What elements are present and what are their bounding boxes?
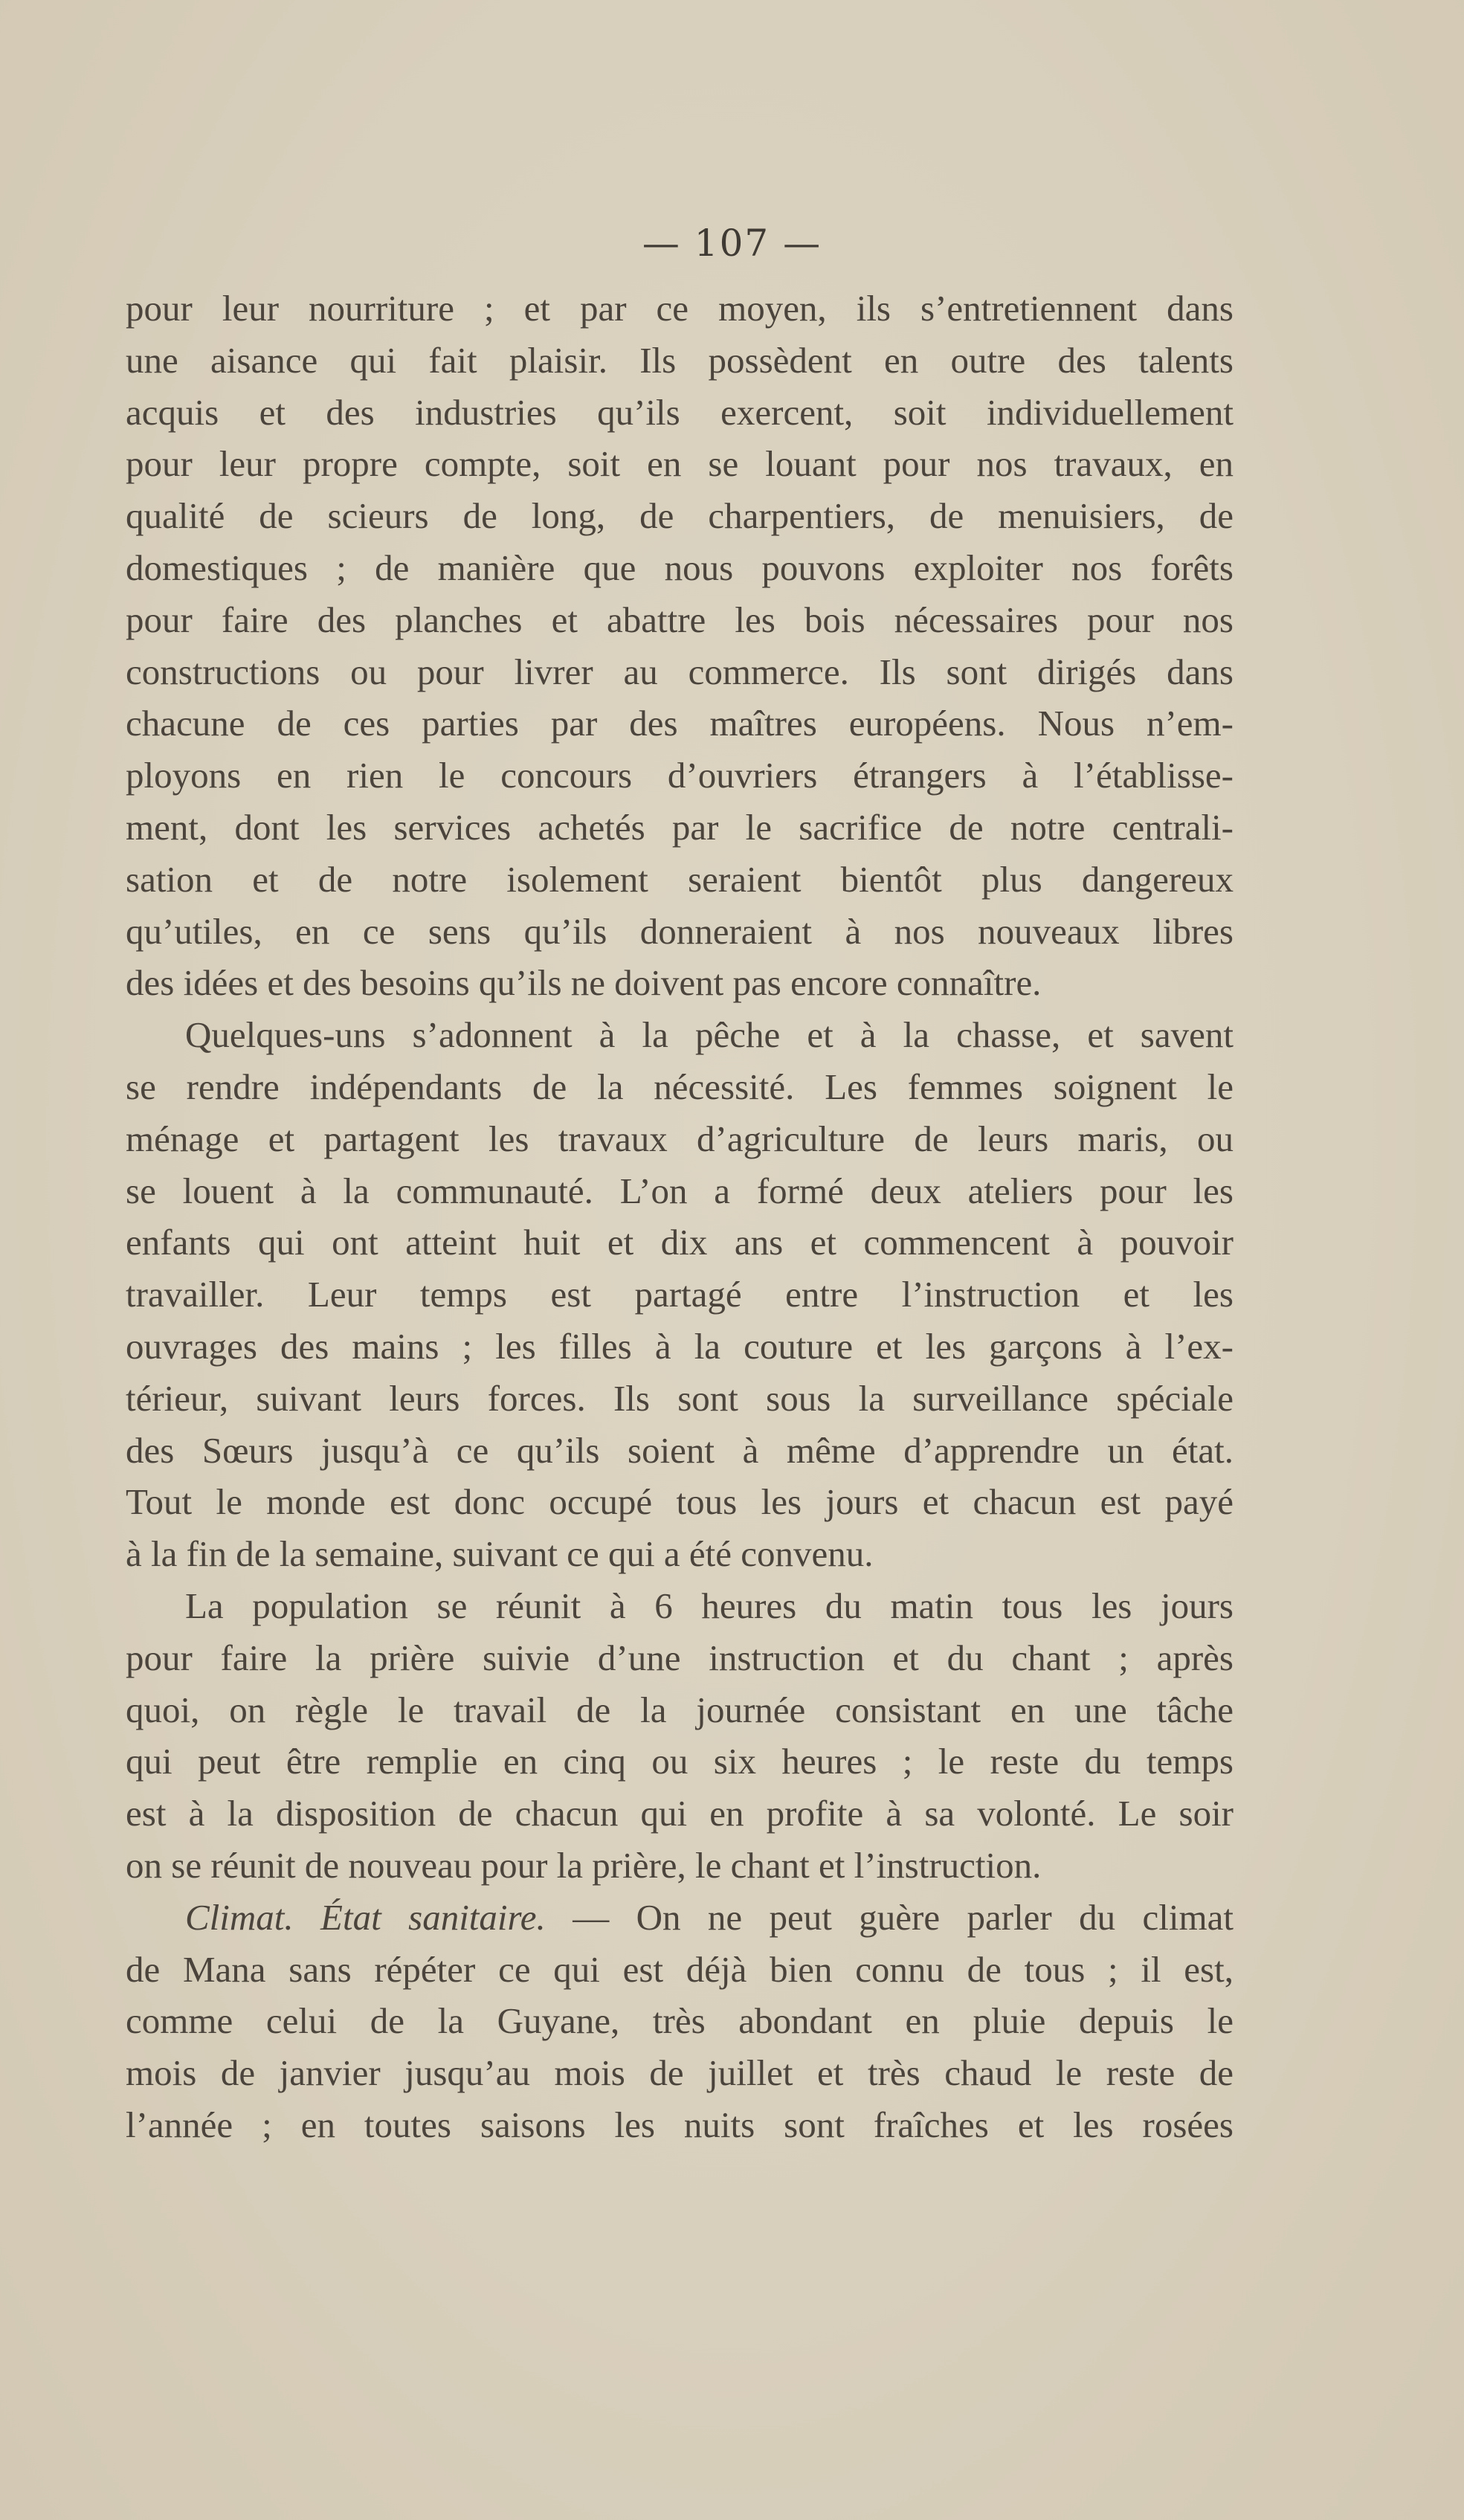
text-line: des Sœurs jusqu’à ce qu’ils soient à même d’apprendre un état. bbox=[126, 1429, 1234, 1471]
text-line: ployons en rien le concours d’ouvriers étrangers à l’établisse- bbox=[126, 755, 1234, 796]
text-line: à la fin de la semaine, suivant ce qui a été convenu. bbox=[126, 1533, 874, 1575]
paragraph-4 bbox=[126, 1892, 1234, 2151]
text-line: La population se réunit à 6 heures du matin tous les jours bbox=[185, 1585, 1234, 1626]
text-line: chacune de ces parties par des maîtres européens. Nous n’em- bbox=[126, 703, 1234, 744]
text-line: qualité de scieurs de long, de charpentiers, de menuisiers, de bbox=[126, 495, 1234, 537]
paragraph-2 bbox=[126, 1009, 1234, 1580]
paragraph-3 bbox=[126, 1580, 1234, 1892]
text-line: quoi, on règle le travail de la journée consistant en une tâche bbox=[126, 1689, 1234, 1730]
text-line: qu’utiles, en ce sens qu’ils donneraient à nos nouveaux libres bbox=[126, 910, 1234, 952]
text-line: des idées et des besoins qu’ils ne doivent pas encore connaître. bbox=[126, 962, 1042, 1004]
text-line: acquis et des industries qu’ils exercent, soit individuellement bbox=[126, 391, 1234, 433]
text-line: constructions ou pour livrer au commerce. Ils sont dirigés dans bbox=[126, 651, 1234, 692]
text-line: ment, dont les services achetés par le sacrifice de notre centrali- bbox=[126, 806, 1234, 848]
paragraph-1 bbox=[126, 283, 1234, 1009]
text-line: pour leur propre compte, soit en se louant pour nos travaux, en bbox=[126, 443, 1234, 485]
text-line: Tout le monde est donc occupé tous les jours et chacun est payé bbox=[126, 1481, 1234, 1523]
text-line bbox=[126, 1892, 1234, 1944]
text-line: on se réunit de nouveau pour la prière, le chant et l’instruction. bbox=[126, 1844, 1042, 1886]
text-line: de Mana sans répéter ce qui est déjà bien connu de tous ; il est, bbox=[126, 1948, 1234, 1990]
text-line: qui peut être remplie en cinq ou six heures ; le reste du temps bbox=[126, 1741, 1234, 1782]
text-line: enfants qui ont atteint huit et dix ans et commencent à pouvoir bbox=[126, 1222, 1234, 1263]
text-line: pour faire des planches et abattre les bois nécessaires pour nos bbox=[126, 599, 1234, 640]
heading-line-rest: — On ne peut guère parler du climat bbox=[573, 1896, 1234, 1938]
text-line: comme celui de la Guyane, très abondant en pluie depuis le bbox=[126, 2000, 1234, 2042]
text-line: ouvrages des mains ; les filles à la couture et les garçons à l’ex- bbox=[126, 1325, 1234, 1367]
text-line: pour leur nourriture ; et par ce moyen, ils s’entretiennent dans bbox=[126, 288, 1234, 329]
text-line: pour faire la prière suivie d’une instruction et du chant ; après bbox=[126, 1637, 1234, 1678]
text-line: travailler. Leur temps est partagé entre l’instruction et les bbox=[126, 1274, 1234, 1315]
text-line: se louent à la communauté. L’on a formé deux ateliers pour les bbox=[126, 1170, 1234, 1211]
body-text bbox=[126, 283, 1234, 2151]
text-line: sation et de notre isolement seraient bientôt plus dangereux bbox=[126, 858, 1234, 900]
text-line: ménage et partagent les travaux d’agriculture de leurs maris, ou bbox=[126, 1118, 1234, 1159]
section-heading: Climat. État sanitaire. bbox=[185, 1896, 546, 1938]
text-line: domestiques ; de manière que nous pouvons exploiter nos forêts bbox=[126, 547, 1234, 588]
text-line: est à la disposition de chacun qui en profite à sa volonté. Le soir bbox=[126, 1793, 1234, 1834]
text-line: une aisance qui fait plaisir. Ils possèdent en outre des talents bbox=[126, 339, 1234, 381]
text-line: térieur, suivant leurs forces. Ils sont sous la surveillance spéciale bbox=[126, 1377, 1234, 1419]
text-line: l’année ; en toutes saisons les nuits sont fraîches et les rosées bbox=[126, 2104, 1234, 2145]
text-line: se rendre indépendants de la nécessité. Les femmes soignent le bbox=[126, 1066, 1234, 1107]
text-line: Quelques-uns s’adonnent à la pêche et à la chasse, et savent bbox=[185, 1014, 1234, 1056]
text-line: mois de janvier jusqu’au mois de juillet et très chaud le reste de bbox=[126, 2052, 1234, 2094]
page-number: — 107 — bbox=[642, 222, 822, 265]
